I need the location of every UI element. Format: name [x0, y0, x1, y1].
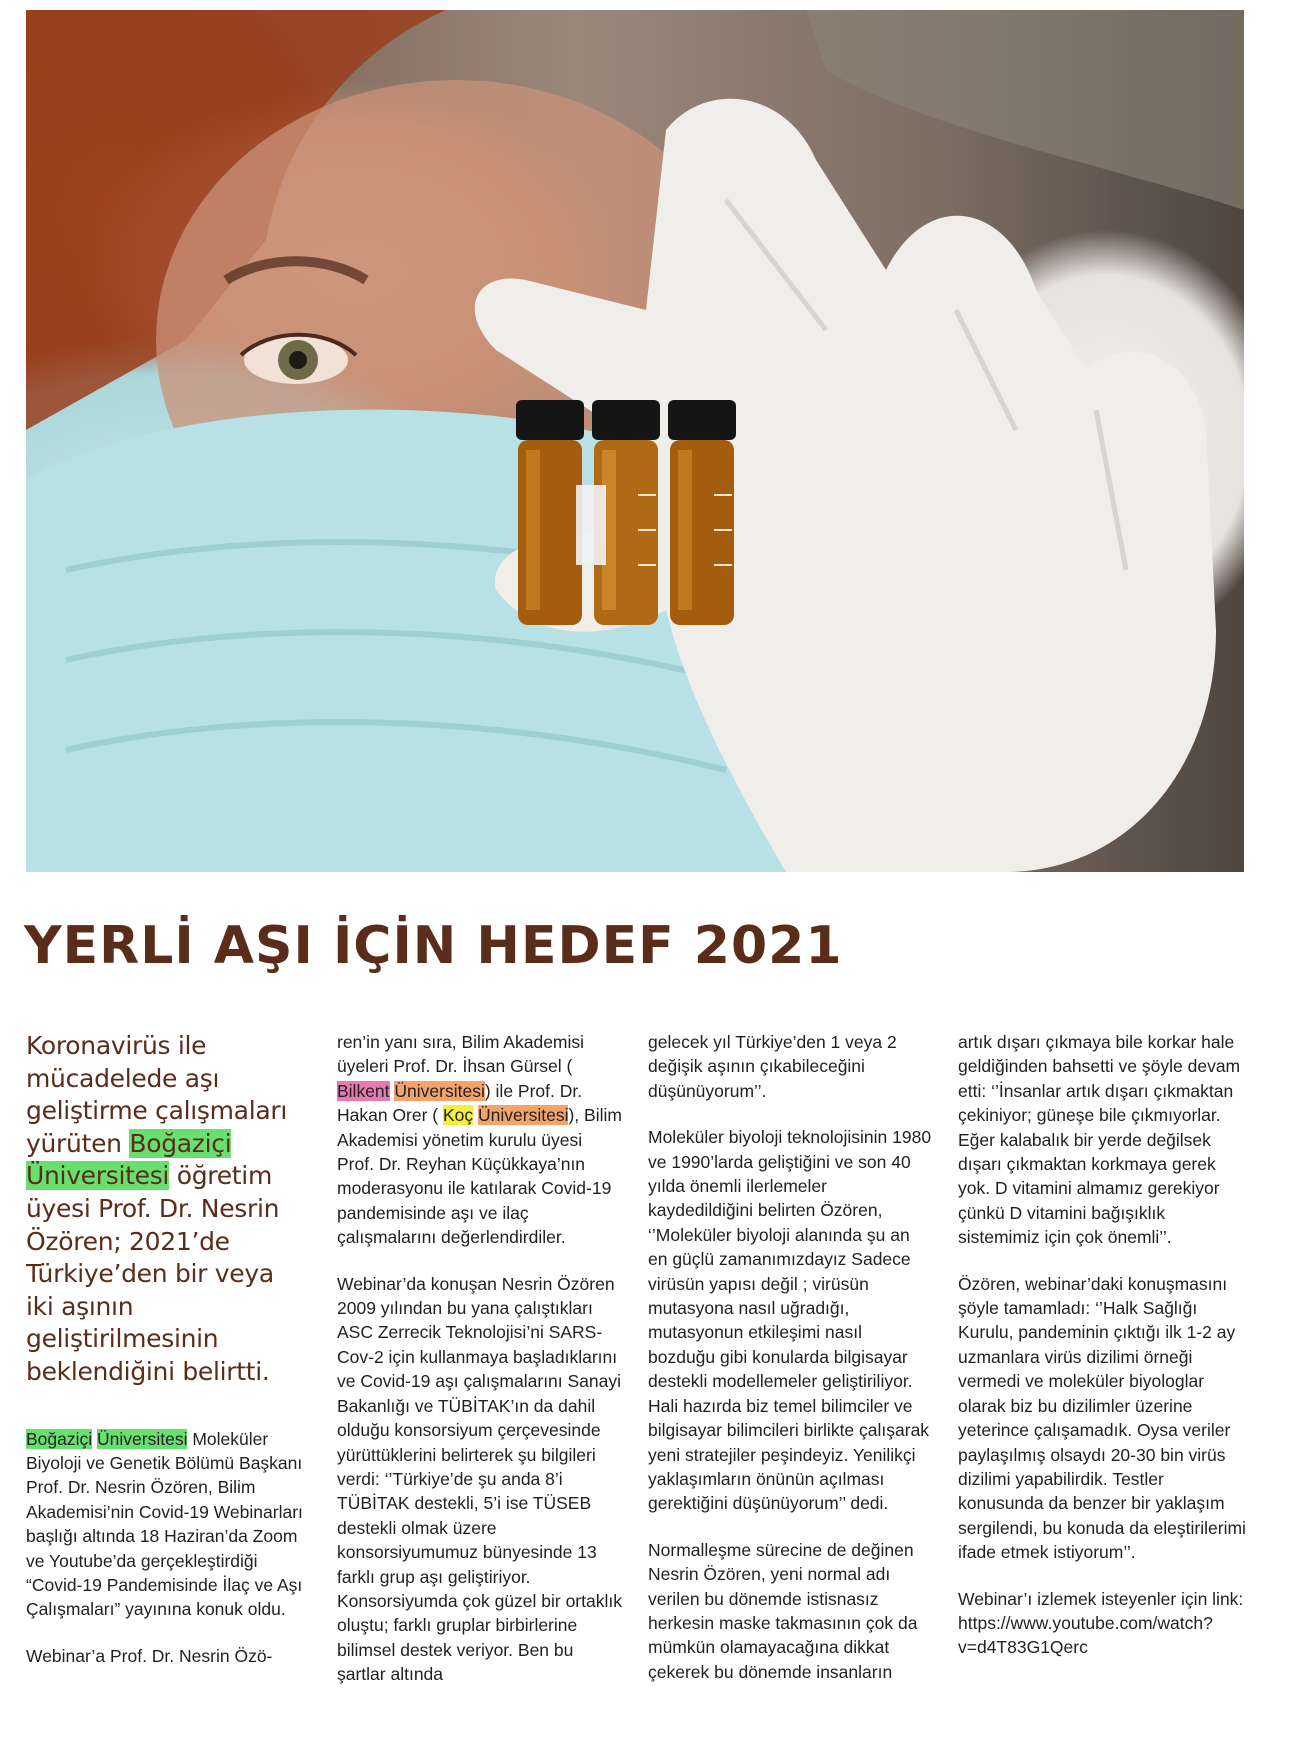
paragraph: Webinar’a Prof. Dr. Nesrin Özö-	[26, 1645, 273, 1666]
column-3	[648, 1030, 933, 1706]
highlight-bilkent: Bilkent	[337, 1080, 390, 1101]
column-4	[958, 1030, 1248, 1682]
paragraph: Normalleşme sürecine de değinen Nesrin Özören, yeni normal adı verilen bu dönemde istisnasız herkesin maske takmasının çok da mümkün olamayacağına dikkat çekerek bu dönemde insanların	[648, 1539, 918, 1682]
lead-paragraph	[26, 1030, 306, 1389]
column-2	[337, 1030, 622, 1709]
paragraph-text: Moleküler Biyoloji ve Genetik Bölümü Başkanı Prof. Dr. Nesrin Özören, Bilim Akademisi’nin Covid-19 Webinarları başlığı altında 18 Haziran’da Zoom ve Youtube’da gerçekleştirdiği “Covid-19 Pandemisinde İlaç ve Aşı Çalışmaları” yayınına konuk oldu.	[26, 1428, 303, 1620]
highlight-universitesi: Üniversitesi	[97, 1428, 188, 1449]
highlight-universitesi: Üniversitesi	[478, 1105, 569, 1126]
paragraph-text: ren’in yanı sıra, Bilim Akademisi üyeleri Prof. Dr. İhsan Gürsel (	[337, 1032, 585, 1077]
lab-vials-photo	[26, 10, 1244, 872]
paragraph: artık dışarı çıkmaya bile korkar hale geldiğinden bahsetti ve şöyle devam etti: ‘’İnsanlar artık dışarı çıkmaktan çekiniyor; güneşe bile çıkmıyorlar. Eğer kalabalık bir yerde değilsek dışarı çıkmaktan korkmaya gerek yok. D vitamini almamız gerekiyor çünkü D vitamini bağışıklık sistemimiz için çok önemli’’.	[958, 1032, 1241, 1248]
paragraph	[26, 1427, 306, 1622]
highlight-universitesi: Üniversitesi	[394, 1080, 485, 1101]
highlight-koc: Koç	[443, 1105, 474, 1126]
paragraph: Moleküler biyoloji teknolojisinin 1980 ve 1990’larda geliştiğini ve son 40 yılda önemli ilerlemeler kaydedildiğini belirten Özören, ‘’Moleküler biyoloji alanında şu an en güçlü zamanımızdayız Sadece virüsün yapısı değil ; virüsün mutasyona nasıl uğradığı, mutasyonun etkileşimi nasıl bozduğu gibi konularda bilgisayar destekli modellemeler geliştiriliyor. Hali hazırda biz temel bilimciler ve bilgisayar bilimcileri birlikte çalışarak yeni stratejiler peşindeyiz. Yenilikçi yaklaşımların önünün açılması gerektiğini düşünüyorum’’ dedi.	[648, 1127, 932, 1514]
highlight-bogazici: Boğaziçi	[26, 1428, 93, 1449]
lead-text: Koronavirüs ile mücadelede aşı geliştirme çalışmaları yürüten	[26, 1031, 287, 1158]
paragraph-text: ), Bilim Akademisi yönetim kurulu üyesi Prof. Dr. Reyhan Küçükkaya’nın moderasyonu ile katılarak Covid-19 pandemisinde aşı ve ilaç çalışmalarını değerlendirdiler.	[337, 1105, 622, 1248]
paragraph: Webinar’da konuşan Nesrin Özören 2009 yılından bu yana çalıştıkları ASC Zerrecik Teknolojisi’ni SARS-Cov-2 için kullanmaya başladıklarını ve Covid-19 aşı çalışmalarını Sanayi Bakanlığı ve TÜBİTAK’ın da dahil olduğu konsorsiyum çerçevesinde yürüttüklerini belirterek şu bilgileri verdi: ‘’Türkiye’de şu anda 8’i TÜBİTAK destekli, 5’i ise TÜSEB destekli olmak üzere konsorsiyumumuz bünyesinde 13 farklı grup aşı geliştiriyor. Konsorsiyumda çok güzel bir ortaklık oluştu; farklı gruplar birbirlerine bilimsel destek veriyor. Ben bu şartlar altında	[337, 1273, 622, 1685]
headline: YERLİ AŞI İÇİN HEDEF 2021	[24, 916, 843, 976]
highlight-bogazici: Boğaziçi	[129, 1128, 232, 1158]
paragraph: gelecek yıl Türkiye’den 1 veya 2 değişik aşının çıkabileceğini düşünüyorum’’.	[648, 1032, 897, 1101]
paragraph	[337, 1030, 622, 1250]
paragraph-text: ) ile Prof. Dr. Hakan Orer (	[337, 1080, 583, 1126]
highlight-universitesi: Üniversitesi	[26, 1161, 170, 1191]
paragraph: Özören, webinar’daki konuşmasını şöyle tamamladı: ‘’Halk Sağlığı Kurulu, pandeminin çıktığı ilk 1-2 ay uzmanlara virüs dizilimi örneği vermedi ve moleküler biyologlar olarak biz bu dizilimler üzerine yeterince çalışamadık. Oysa veriler paylaşılmış olsaydı 20-30 bin virüs dizilimi yapabilirdik. Testler konusunda da benzer bir yaklaşım sergilendi, bu konuda da eleştirilerimi ifade etmek istiyorum’’.	[958, 1273, 1246, 1563]
lead-text-end: öğretim üyesi Prof. Dr. Nesrin Özören; 2021’de Türkiye’den bir veya iki aşının geliştirilmesinin beklendiğini belirtti.	[26, 1161, 280, 1386]
paragraph: Webinar’ı izlemek isteyenler için link: https://www.youtube.com/watch?v=d4T83G1Qerc	[958, 1588, 1244, 1658]
column-1	[26, 1030, 306, 1690]
